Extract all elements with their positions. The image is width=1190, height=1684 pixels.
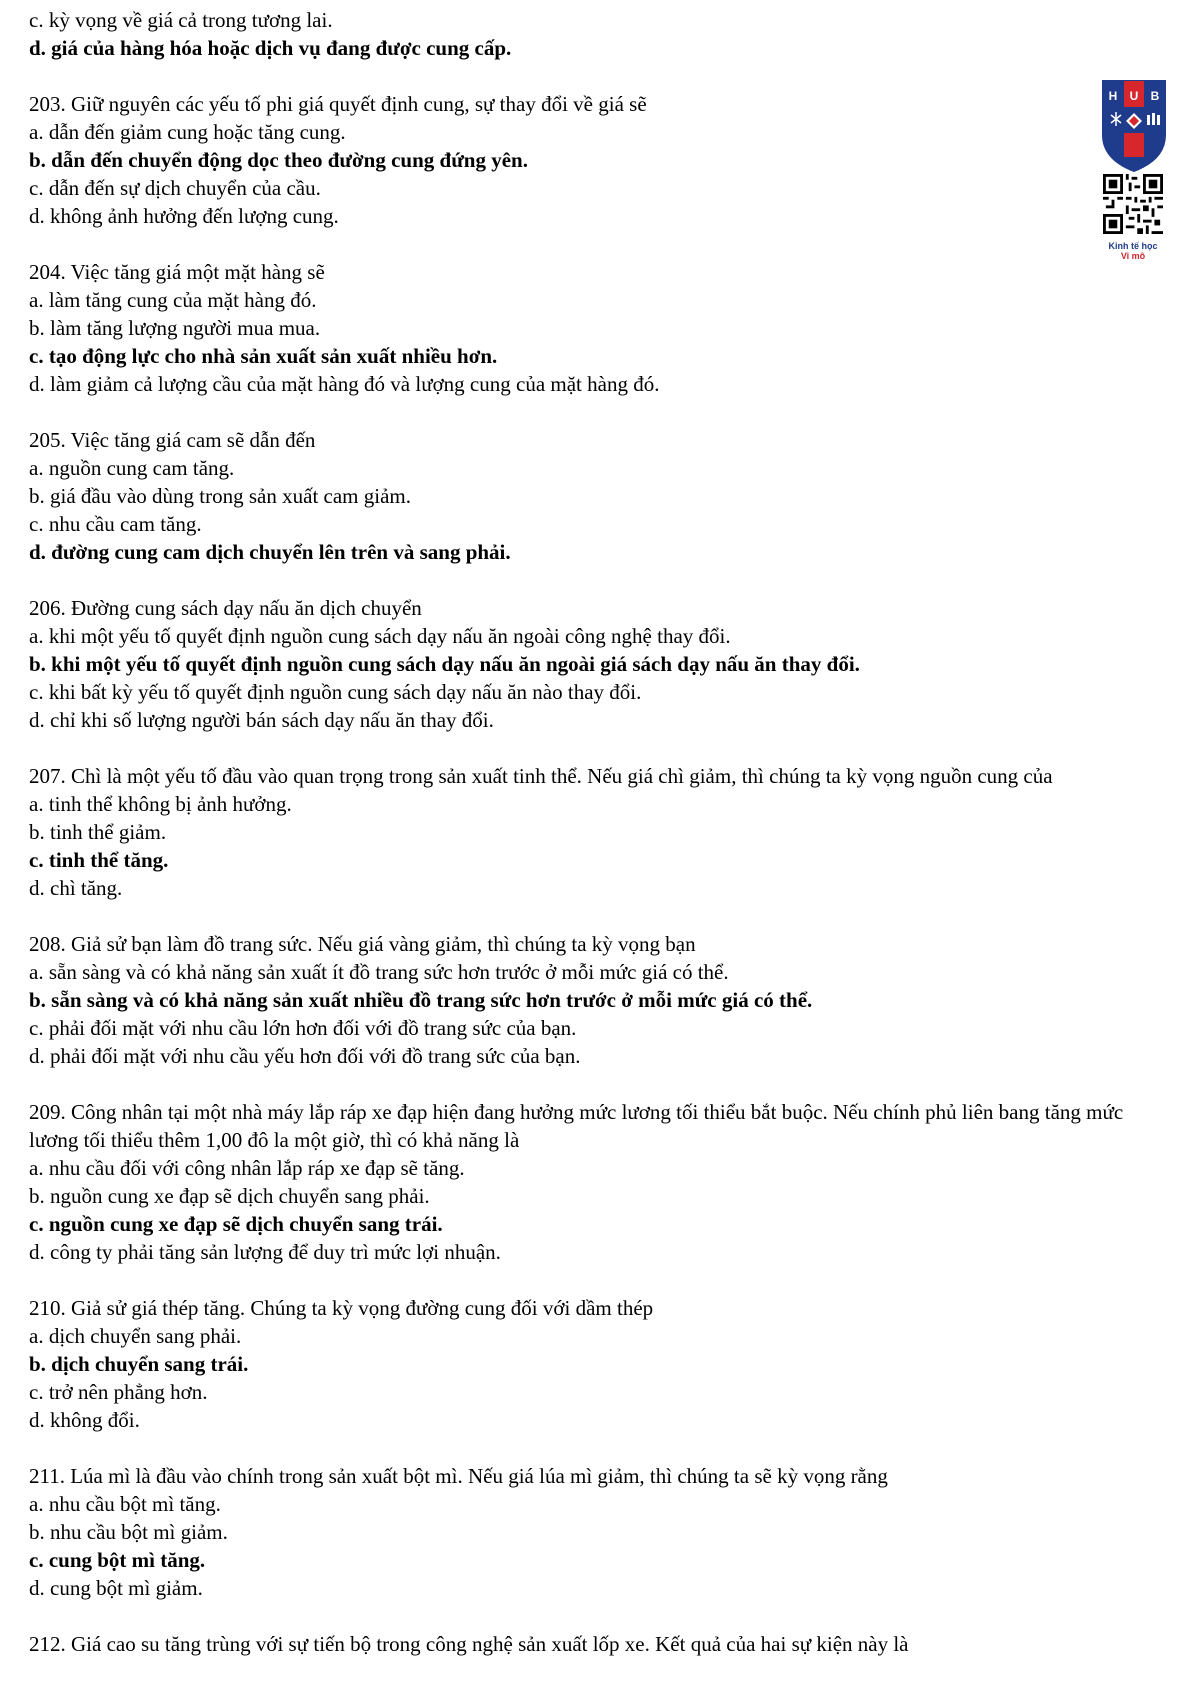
document-body xyxy=(29,6,1164,1658)
option-c-answer: c. tạo động lực cho nhà sản xuất sản xuất nhiều hơn. xyxy=(29,344,498,368)
option-a: a. dẫn đến giảm cung hoặc tăng cung. xyxy=(29,120,346,144)
option-d: d. không ảnh hưởng đến lượng cung. xyxy=(29,204,339,228)
option-b: b. giá đầu vào dùng trong sản xuất cam giảm. xyxy=(29,484,411,508)
logo-letter-h: H xyxy=(1108,89,1118,103)
question-text: 203. Giữ nguyên các yếu tố phi giá quyết định cung, sự thay đổi về giá sẽ xyxy=(29,92,647,116)
question-203 xyxy=(29,90,1164,230)
option-c-answer: c. nguồn cung xe đạp sẽ dịch chuyển sang trái. xyxy=(29,1212,443,1236)
option-d: d. chì tăng. xyxy=(29,876,123,900)
logo-caption-subtitle: Vi mô xyxy=(1120,251,1146,261)
option-c-answer: c. tinh thể tăng. xyxy=(29,848,169,872)
option-a: a. dịch chuyển sang phải. xyxy=(29,1324,242,1348)
qr-code xyxy=(1103,174,1163,234)
option-b-answer: b. dẫn đến chuyển động dọc theo đường cung đứng yên. xyxy=(29,148,528,172)
spacer xyxy=(29,398,1164,426)
option-d-answer: d. giá của hàng hóa hoặc dịch vụ đang được cung cấp. xyxy=(29,36,512,60)
spacer xyxy=(29,62,1164,90)
option-a: a. sẵn sàng và có khả năng sản xuất ít đồ trang sức hơn trước ở mỗi mức giá có thể. xyxy=(29,960,729,984)
spacer xyxy=(29,230,1164,258)
question-text: 207. Chì là một yếu tố đầu vào quan trọng trong sản xuất tinh thể. Nếu giá chì giảm, thì chúng ta kỳ vọng nguồn cung của xyxy=(29,764,1053,788)
option-b: b. tinh thể giảm. xyxy=(29,820,167,844)
spacer xyxy=(29,1070,1164,1098)
option-d: d. phải đối mặt với nhu cầu yếu hơn đối với đồ trang sức của bạn. xyxy=(29,1044,581,1068)
option-d: d. công ty phải tăng sản lượng để duy trì mức lợi nhuận. xyxy=(29,1240,501,1264)
logo-letter-b: B xyxy=(1150,89,1160,103)
spacer xyxy=(29,1434,1164,1462)
option-d: d. cung bột mì giảm. xyxy=(29,1576,203,1600)
question-text: 212. Giá cao su tăng trùng với sự tiến bộ trong công nghệ sản xuất lốp xe. Kết quả của hai sự kiện này là xyxy=(29,1632,909,1656)
option-a: a. nhu cầu bột mì tăng. xyxy=(29,1492,221,1516)
logo-letter-u: U xyxy=(1129,89,1139,103)
option-c-answer: c. cung bột mì tăng. xyxy=(29,1548,206,1572)
option-b: b. nguồn cung xe đạp sẽ dịch chuyển sang phải. xyxy=(29,1184,430,1208)
spacer xyxy=(29,902,1164,930)
question-text: 209. Công nhân tại một nhà máy lắp ráp xe đạp hiện đang hưởng mức lương tối thiểu bắt buộc. Nếu chính phủ liên bang tăng mức lương tối thiểu thêm 1,00 đô la một giờ, thì có khả năng là xyxy=(29,1100,1124,1152)
option-b-answer: b. dịch chuyển sang trái. xyxy=(29,1352,249,1376)
question-text: 204. Việc tăng giá một mặt hàng sẽ xyxy=(29,260,325,284)
spacer xyxy=(29,566,1164,594)
question-205 xyxy=(29,426,1164,566)
question-text: 206. Đường cung sách dạy nấu ăn dịch chuyển xyxy=(29,596,422,620)
option-c: c. kỳ vọng về giá cả trong tương lai. xyxy=(29,8,333,32)
question-text: 205. Việc tăng giá cam sẽ dẫn đến xyxy=(29,428,316,452)
hub-logo xyxy=(1099,77,1169,173)
option-d-answer: d. đường cung cam dịch chuyển lên trên và sang phải. xyxy=(29,540,511,564)
option-a: a. nhu cầu đối với công nhân lắp ráp xe đạp sẽ tăng. xyxy=(29,1156,465,1180)
question-211 xyxy=(29,1462,1164,1602)
logo-caption-title: Kinh tế học xyxy=(1108,241,1158,251)
question-210 xyxy=(29,1294,1164,1434)
question-209 xyxy=(29,1098,1164,1266)
logo-caption xyxy=(1090,241,1176,261)
option-b: b. làm tăng lượng người mua mua. xyxy=(29,316,321,340)
option-b-answer: b. khi một yếu tố quyết định nguồn cung sách dạy nấu ăn ngoài giá sách dạy nấu ăn thay đổi. xyxy=(29,652,860,676)
option-d: d. không đổi. xyxy=(29,1408,140,1432)
spacer xyxy=(29,734,1164,762)
spacer xyxy=(29,1602,1164,1630)
question-206 xyxy=(29,594,1164,734)
option-d: d. chỉ khi số lượng người bán sách dạy nấu ăn thay đổi. xyxy=(29,708,494,732)
question-204 xyxy=(29,258,1164,398)
option-a: a. làm tăng cung của mặt hàng đó. xyxy=(29,288,317,312)
question-text: 210. Giả sử giá thép tăng. Chúng ta kỳ vọng đường cung đối với dầm thép xyxy=(29,1296,654,1320)
question-208 xyxy=(29,930,1164,1070)
option-b: b. nhu cầu bột mì giảm. xyxy=(29,1520,228,1544)
option-c: c. khi bất kỳ yếu tố quyết định nguồn cung sách dạy nấu ăn nào thay đổi. xyxy=(29,680,642,704)
spacer xyxy=(29,1266,1164,1294)
option-c: c. trở nên phẳng hơn. xyxy=(29,1380,208,1404)
option-b-answer: b. sẵn sàng và có khả năng sản xuất nhiều đồ trang sức hơn trước ở mỗi mức giá có thể. xyxy=(29,988,813,1012)
option-a: a. tinh thể không bị ảnh hưởng. xyxy=(29,792,292,816)
question-text: 208. Giả sử bạn làm đồ trang sức. Nếu giá vàng giảm, thì chúng ta kỳ vọng bạn xyxy=(29,932,696,956)
option-c: c. dẫn đến sự dịch chuyển của cầu. xyxy=(29,176,321,200)
option-d: d. làm giảm cả lượng cầu của mặt hàng đó và lượng cung của mặt hàng đó. xyxy=(29,372,660,396)
question-212 xyxy=(29,1630,1164,1658)
option-a: a. nguồn cung cam tăng. xyxy=(29,456,235,480)
question-207 xyxy=(29,762,1164,902)
option-c: c. phải đối mặt với nhu cầu lớn hơn đối với đồ trang sức của bạn. xyxy=(29,1016,577,1040)
option-a: a. khi một yếu tố quyết định nguồn cung sách dạy nấu ăn ngoài công nghệ thay đổi. xyxy=(29,624,731,648)
question-text: 211. Lúa mì là đầu vào chính trong sản xuất bột mì. Nếu giá lúa mì giảm, thì chúng ta sẽ kỳ vọng rằng xyxy=(29,1464,888,1488)
option-c: c. nhu cầu cam tăng. xyxy=(29,512,202,536)
